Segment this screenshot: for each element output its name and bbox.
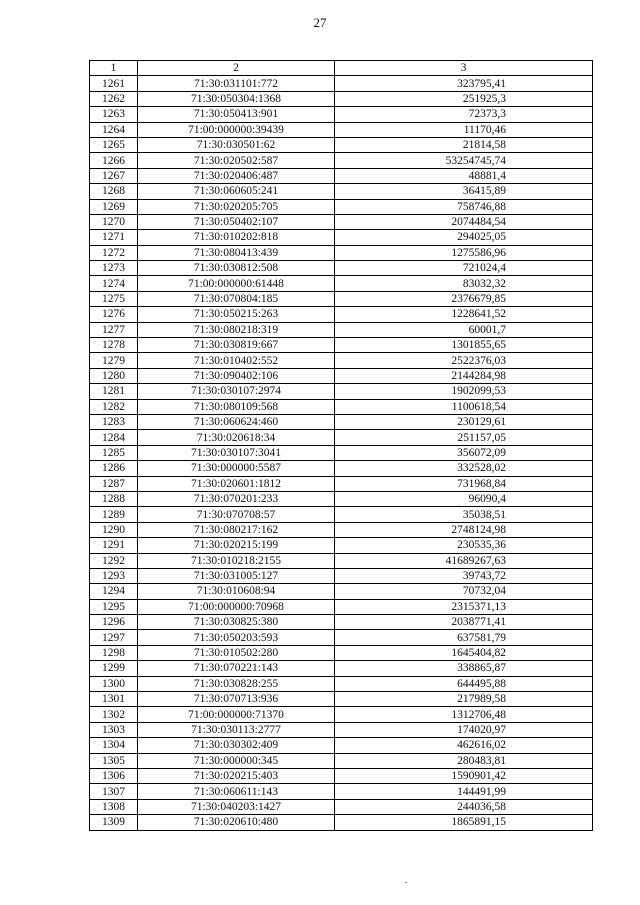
table-row [90, 230, 593, 245]
row-number: 1279 [90, 353, 138, 368]
table-row [90, 722, 593, 737]
row-number: 1308 [90, 799, 138, 814]
row-number: 1298 [90, 645, 138, 660]
table-row [90, 584, 593, 599]
row-number: 1265 [90, 137, 138, 152]
table-row [90, 322, 593, 337]
cadastral-number: 71:30:031005:127 [138, 568, 335, 583]
table-row [90, 122, 593, 137]
cadastral-number: 71:30:040203:1427 [138, 799, 335, 814]
cadastral-number: 71:30:050402:107 [138, 214, 335, 229]
cadastral-value: 35038,51 [335, 507, 593, 522]
table-row [90, 353, 593, 368]
cadastral-number: 71:30:070708:57 [138, 507, 335, 522]
cadastral-number: 71:30:000000:5587 [138, 461, 335, 476]
cadastral-value: 1275586,96 [335, 245, 593, 260]
row-number: 1273 [90, 261, 138, 276]
cadastral-number: 71:30:060624:460 [138, 414, 335, 429]
table-row [90, 599, 593, 614]
cadastral-value: 1100618,54 [335, 399, 593, 414]
table-row [90, 676, 593, 691]
table-row [90, 753, 593, 768]
table-row [90, 707, 593, 722]
row-number: 1277 [90, 322, 138, 337]
row-number: 1264 [90, 122, 138, 137]
table-row [90, 276, 593, 291]
cadastral-value: 356072,09 [335, 445, 593, 460]
row-number: 1269 [90, 199, 138, 214]
row-number: 1304 [90, 738, 138, 753]
register-table-container [89, 60, 592, 831]
cadastral-number: 71:00:000000:71370 [138, 707, 335, 722]
cadastral-number: 71:30:020610:480 [138, 815, 335, 830]
table-row [90, 799, 593, 814]
cadastral-value: 2522376,03 [335, 353, 593, 368]
cadastral-value: 36415,89 [335, 184, 593, 199]
table-row [90, 568, 593, 583]
table-row [90, 76, 593, 91]
table-row [90, 491, 593, 506]
row-number: 1306 [90, 768, 138, 783]
table-row [90, 137, 593, 152]
cadastral-value: 637581,79 [335, 630, 593, 645]
table-row [90, 630, 593, 645]
cadastral-value: 2376679,85 [335, 291, 593, 306]
table-body [90, 76, 593, 830]
cadastral-number: 71:30:010402:552 [138, 353, 335, 368]
row-number: 1300 [90, 676, 138, 691]
table-row [90, 384, 593, 399]
cadastral-value: 48881,4 [335, 168, 593, 183]
row-number: 1278 [90, 338, 138, 353]
table-row [90, 553, 593, 568]
cadastral-value: 721024,4 [335, 261, 593, 276]
table-row [90, 461, 593, 476]
cadastral-value: 462616,02 [335, 738, 593, 753]
cadastral-number: 71:30:030812:508 [138, 261, 335, 276]
row-number: 1283 [90, 414, 138, 429]
cadastral-value: 244036,58 [335, 799, 593, 814]
row-number: 1261 [90, 76, 138, 91]
cadastral-number: 71:30:080218:319 [138, 322, 335, 337]
cadastral-number: 71:30:010608:94 [138, 584, 335, 599]
row-number: 1284 [90, 430, 138, 445]
cadastral-number: 71:30:070221:143 [138, 661, 335, 676]
table-row [90, 399, 593, 414]
cadastral-value: 2748124,98 [335, 522, 593, 537]
cadastral-number: 71:30:030819:667 [138, 338, 335, 353]
row-number: 1292 [90, 553, 138, 568]
table-row [90, 507, 593, 522]
table-row [90, 91, 593, 106]
cadastral-value: 53254745,74 [335, 153, 593, 168]
row-number: 1281 [90, 384, 138, 399]
cadastral-value: 1228641,52 [335, 307, 593, 322]
row-number: 1268 [90, 184, 138, 199]
cadastral-number: 71:30:020601:1812 [138, 476, 335, 491]
cadastral-value: 70732,04 [335, 584, 593, 599]
row-number: 1309 [90, 815, 138, 830]
cadastral-number: 71:30:060605:241 [138, 184, 335, 199]
row-number: 1275 [90, 291, 138, 306]
row-number: 1274 [90, 276, 138, 291]
row-number: 1296 [90, 615, 138, 630]
table-row [90, 430, 593, 445]
table-row [90, 414, 593, 429]
row-number: 1285 [90, 445, 138, 460]
cadastral-number: 71:30:020205:705 [138, 199, 335, 214]
cadastral-value: 1865891,15 [335, 815, 593, 830]
row-number: 1307 [90, 784, 138, 799]
cadastral-value: 2038771,41 [335, 615, 593, 630]
table-row [90, 307, 593, 322]
cadastral-number: 71:30:030825:380 [138, 615, 335, 630]
cadastral-value: 644495,88 [335, 676, 593, 691]
row-number: 1289 [90, 507, 138, 522]
cadastral-number: 71:30:020215:199 [138, 538, 335, 553]
cadastral-number: 71:30:000000:345 [138, 753, 335, 768]
cadastral-number: 71:30:030113:2777 [138, 722, 335, 737]
table-row [90, 738, 593, 753]
row-number: 1270 [90, 214, 138, 229]
row-number: 1288 [90, 491, 138, 506]
cadastral-number: 71:00:000000:61448 [138, 276, 335, 291]
cadastral-value: 731968,84 [335, 476, 593, 491]
column-header-3: 3 [335, 61, 593, 76]
table-header-row [90, 61, 593, 76]
cadastral-number: 71:30:010202:818 [138, 230, 335, 245]
cadastral-number: 71:30:030501:62 [138, 137, 335, 152]
cadastral-number: 71:30:030302:409 [138, 738, 335, 753]
row-number: 1280 [90, 368, 138, 383]
table-row [90, 661, 593, 676]
cadastral-number: 71:30:090402:106 [138, 368, 335, 383]
row-number: 1262 [90, 91, 138, 106]
cadastral-value: 280483,81 [335, 753, 593, 768]
cadastral-number: 71:30:020502:587 [138, 153, 335, 168]
cadastral-value: 1645404,82 [335, 645, 593, 660]
table-row [90, 768, 593, 783]
cadastral-value: 332528,02 [335, 461, 593, 476]
cadastral-number: 71:00:000000:39439 [138, 122, 335, 137]
cadastral-number: 71:30:010218:2155 [138, 553, 335, 568]
cadastral-number: 71:30:020618:34 [138, 430, 335, 445]
cadastral-number: 71:30:010502:280 [138, 645, 335, 660]
row-number: 1291 [90, 538, 138, 553]
cadastral-value: 294025,05 [335, 230, 593, 245]
cadastral-value: 60001,7 [335, 322, 593, 337]
row-number: 1282 [90, 399, 138, 414]
row-number: 1293 [90, 568, 138, 583]
row-number: 1302 [90, 707, 138, 722]
cadastral-number: 71:30:050304:1368 [138, 91, 335, 106]
cadastral-number: 71:30:070713:936 [138, 692, 335, 707]
scan-speck [405, 882, 407, 883]
page-number: 27 [313, 15, 327, 30]
cadastral-value: 96090,4 [335, 491, 593, 506]
table-row [90, 645, 593, 660]
cadastral-value: 230129,61 [335, 414, 593, 429]
row-number: 1303 [90, 722, 138, 737]
cadastral-number: 71:30:020406:487 [138, 168, 335, 183]
column-header-1: 1 [90, 61, 138, 76]
cadastral-number: 71:30:080109:568 [138, 399, 335, 414]
row-number: 1276 [90, 307, 138, 322]
table-row [90, 168, 593, 183]
row-number: 1290 [90, 522, 138, 537]
cadastral-value: 72373,3 [335, 107, 593, 122]
table-row [90, 107, 593, 122]
cadastral-value: 21814,58 [335, 137, 593, 152]
cadastral-value: 2074484,54 [335, 214, 593, 229]
row-number: 1299 [90, 661, 138, 676]
cadastral-value: 1590901,42 [335, 768, 593, 783]
cadastral-number: 71:30:050215:263 [138, 307, 335, 322]
cadastral-value: 758746,88 [335, 199, 593, 214]
cadastral-value: 2315371,13 [335, 599, 593, 614]
cadastral-value: 217989,58 [335, 692, 593, 707]
table-row [90, 214, 593, 229]
table-row [90, 291, 593, 306]
row-number: 1272 [90, 245, 138, 260]
cadastral-value: 11170,46 [335, 122, 593, 137]
cadastral-number: 71:30:060611:143 [138, 784, 335, 799]
column-header-2: 2 [138, 61, 335, 76]
cadastral-number: 71:30:030107:2974 [138, 384, 335, 399]
row-number: 1305 [90, 753, 138, 768]
table-row [90, 615, 593, 630]
cadastral-value: 1902099,53 [335, 384, 593, 399]
cadastral-value: 323795,41 [335, 76, 593, 91]
table-row [90, 445, 593, 460]
cadastral-value: 251157,05 [335, 430, 593, 445]
cadastral-value: 39743,72 [335, 568, 593, 583]
row-number: 1266 [90, 153, 138, 168]
cadastral-number: 71:30:050203:593 [138, 630, 335, 645]
row-number: 1301 [90, 692, 138, 707]
row-number: 1267 [90, 168, 138, 183]
row-number: 1287 [90, 476, 138, 491]
row-number: 1294 [90, 584, 138, 599]
table-row [90, 338, 593, 353]
cadastral-number: 71:30:080217:162 [138, 522, 335, 537]
table-row [90, 476, 593, 491]
table-row [90, 261, 593, 276]
table-row [90, 153, 593, 168]
table-row [90, 368, 593, 383]
cadastral-number: 71:30:050413:901 [138, 107, 335, 122]
cadastral-number: 71:30:080413:439 [138, 245, 335, 260]
table-row [90, 245, 593, 260]
table-row [90, 522, 593, 537]
cadastral-value: 1301855,65 [335, 338, 593, 353]
cadastral-number: 71:30:070201:233 [138, 491, 335, 506]
cadastral-number: 71:30:070804:185 [138, 291, 335, 306]
cadastral-number: 71:30:030107:3041 [138, 445, 335, 460]
row-number: 1295 [90, 599, 138, 614]
cadastral-value: 144491,99 [335, 784, 593, 799]
table-row [90, 815, 593, 830]
table-row [90, 538, 593, 553]
cadastral-number: 71:30:020215:403 [138, 768, 335, 783]
cadastral-value: 251925,3 [335, 91, 593, 106]
cadastral-number: 71:30:030828:255 [138, 676, 335, 691]
cadastral-value: 41689267,63 [335, 553, 593, 568]
row-number: 1297 [90, 630, 138, 645]
cadastral-value: 83032,32 [335, 276, 593, 291]
cadastral-value: 2144284,98 [335, 368, 593, 383]
cadastral-value: 338865,87 [335, 661, 593, 676]
row-number: 1271 [90, 230, 138, 245]
table-row [90, 784, 593, 799]
table-row [90, 184, 593, 199]
row-number: 1286 [90, 461, 138, 476]
table-row [90, 199, 593, 214]
cadastral-value: 174020,97 [335, 722, 593, 737]
cadastral-value: 230535,36 [335, 538, 593, 553]
cadastral-value: 1312706,48 [335, 707, 593, 722]
cadastral-number: 71:00:000000:70968 [138, 599, 335, 614]
table-row [90, 692, 593, 707]
register-table [89, 60, 593, 831]
row-number: 1263 [90, 107, 138, 122]
cadastral-number: 71:30:031101:772 [138, 76, 335, 91]
